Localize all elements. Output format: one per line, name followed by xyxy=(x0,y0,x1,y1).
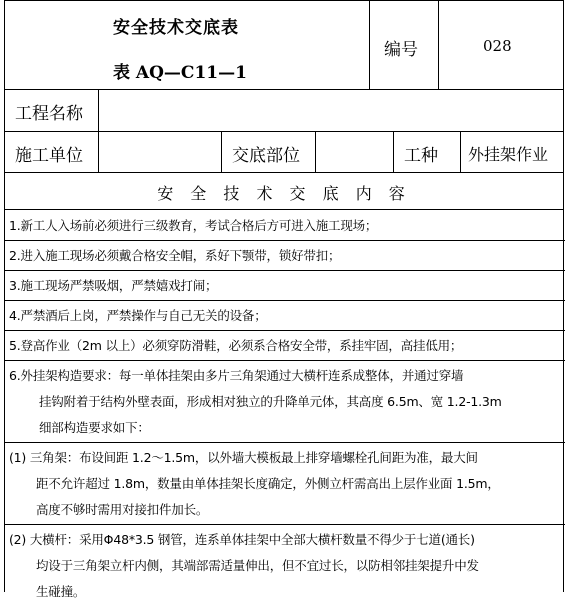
divider xyxy=(5,209,563,210)
divider xyxy=(5,524,565,525)
divider xyxy=(5,300,565,301)
divider xyxy=(221,131,222,172)
list-item-line: 均设于三角架立杆内侧，其端部需适量伸出，但不宜过长，以防相邻挂架提升中发 xyxy=(36,558,479,573)
form-code: 表 AQ—C11—1 xyxy=(113,63,247,83)
list-item xyxy=(9,273,561,299)
divider xyxy=(393,131,394,172)
construction-unit-label: 施工单位 xyxy=(15,146,83,166)
divider xyxy=(98,89,99,131)
list-item xyxy=(9,303,561,329)
divider xyxy=(5,442,565,443)
list-item-line: 细部构造要求如下： xyxy=(39,420,150,435)
list-item xyxy=(9,243,561,269)
list-item-line: 6.外挂架构造要求：每一单体挂架由多片三角架通过大横杆连系成整体，并通过穿墙 xyxy=(9,368,464,383)
briefing-content xyxy=(9,213,561,605)
list-item-text: 5.登高作业（2m 以上）必须穿防滑鞋，必须系合格安全带，系挂牢固，高挂低用； xyxy=(9,338,463,353)
list-item xyxy=(9,445,561,523)
list-item-line: 高度不够时需用对接扣件加长。 xyxy=(36,502,209,517)
divider xyxy=(5,270,565,271)
list-item-line: 挂钩附着于结构外壁表面，形成相对独立的升降单元体，其高度 6.5m、宽 1.2-1.3m xyxy=(39,394,502,409)
briefing-location-label: 交底部位 xyxy=(232,146,300,166)
divider xyxy=(5,360,565,361)
list-item-line: 生碰撞。 xyxy=(36,584,86,599)
list-item xyxy=(9,333,561,359)
list-item-line: (1) 三角架：布设间距 1.2～1.5m，以外墙大模板最上排穿墙螺栓孔间距为准，最大间 xyxy=(9,450,478,465)
work-type-label: 工种 xyxy=(404,146,438,166)
list-item-text: 4.严禁酒后上岗，严禁操作与自己无关的设备； xyxy=(9,308,267,323)
divider xyxy=(98,131,99,172)
divider xyxy=(438,1,439,89)
divider xyxy=(5,172,563,173)
divider xyxy=(5,131,563,132)
project-name-label: 工程名称 xyxy=(15,104,83,124)
divider xyxy=(5,89,563,90)
divider xyxy=(5,240,565,241)
divider xyxy=(5,330,565,331)
safety-briefing-form xyxy=(4,0,564,599)
list-item xyxy=(9,527,561,605)
divider xyxy=(315,131,316,172)
divider xyxy=(369,1,370,89)
work-type-value: 外挂架作业 xyxy=(468,145,549,164)
list-item: 1.新工人入场前必须进行三级教育，考试合格后方可进入施工现场； xyxy=(9,218,378,233)
list-item-text: 3.施工现场严禁吸烟，严禁嬉戏打闹； xyxy=(9,278,218,293)
list-item-text: 2.进入施工现场必须戴合格安全帽，系好下颚带，锁好带扣； xyxy=(9,248,341,263)
number-value: 028 xyxy=(483,37,512,55)
form-title: 安全技术交底表 xyxy=(113,18,239,38)
number-label: 编号 xyxy=(384,40,418,60)
list-item-line: (2) 大横杆：采用Φ48*3.5 钢管，连系单体挂架中全部大横杆数量不得少于七道(通长) xyxy=(9,532,475,547)
divider xyxy=(460,131,461,172)
list-item xyxy=(9,363,561,441)
section-title: 安 全 技 术 交 底 内 容 xyxy=(157,184,411,203)
list-item-line: 距不允许超过 1.8m，数量由单体挂架长度确定，外侧立杆需高出上层作业面 1.5m， xyxy=(36,476,500,491)
